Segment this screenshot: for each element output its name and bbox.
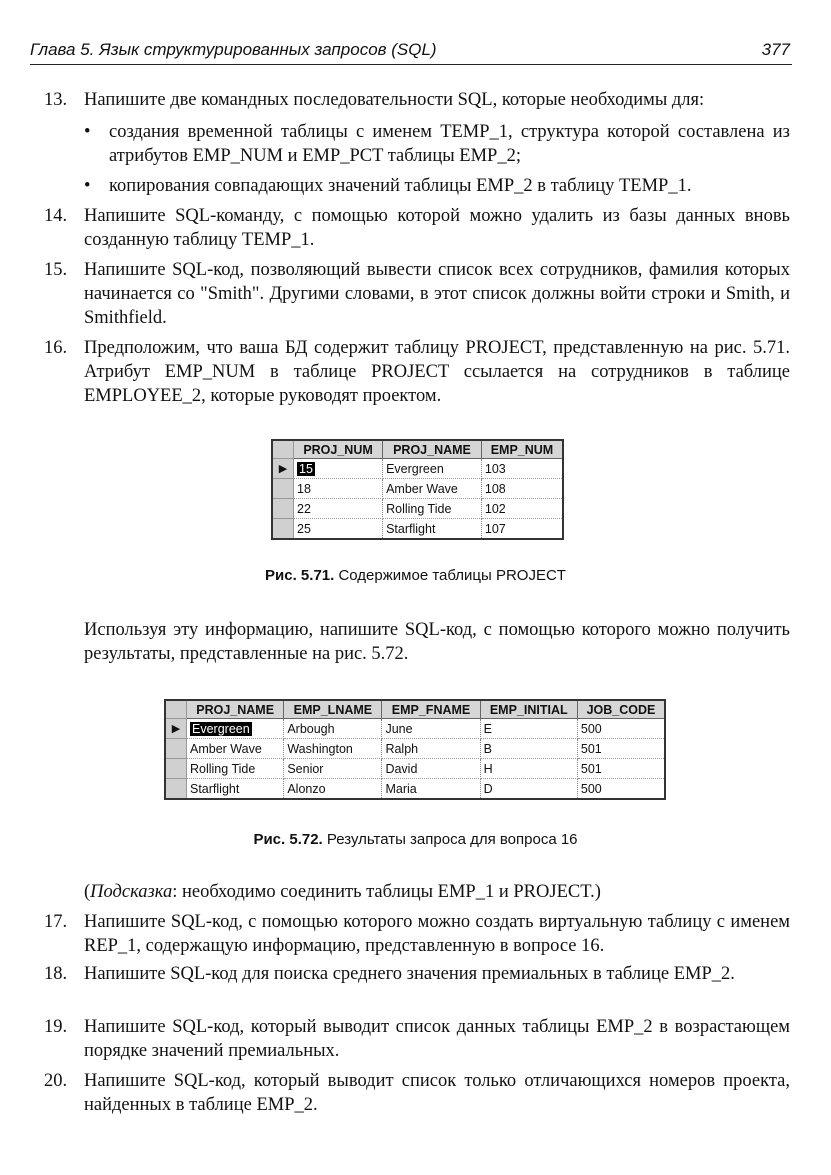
column-header[interactable]: PROJ_NUM bbox=[294, 440, 383, 459]
question-number: 16. bbox=[44, 338, 68, 358]
table-cell[interactable]: 501 bbox=[577, 759, 665, 779]
table-cell[interactable]: 25 bbox=[294, 519, 383, 540]
column-header[interactable]: PROJ_NAME bbox=[187, 700, 284, 719]
row-selector[interactable] bbox=[165, 779, 187, 800]
table-cell[interactable]: 500 bbox=[577, 779, 665, 800]
question-19 bbox=[44, 1015, 790, 1063]
table-cell[interactable]: H bbox=[480, 759, 577, 779]
table-cell[interactable]: Rolling Tide bbox=[383, 499, 482, 519]
active-cell-value: 15 bbox=[299, 461, 313, 476]
table-row[interactable] bbox=[272, 499, 563, 519]
table-cell[interactable]: June bbox=[382, 719, 480, 739]
table-header-row bbox=[272, 440, 563, 459]
hint-paragraph bbox=[84, 880, 790, 904]
table-row[interactable] bbox=[272, 459, 563, 479]
query-results-table bbox=[164, 699, 666, 800]
question-number: 17. bbox=[44, 912, 68, 932]
question-20 bbox=[44, 1069, 790, 1117]
table-cell[interactable]: 500 bbox=[577, 719, 665, 739]
table-cell[interactable]: 103 bbox=[481, 459, 563, 479]
column-header[interactable]: PROJ_NAME bbox=[383, 440, 482, 459]
table-cell[interactable] bbox=[294, 459, 383, 479]
hint-open-paren: ( bbox=[84, 882, 91, 902]
column-header[interactable]: EMP_LNAME bbox=[284, 700, 382, 719]
column-header[interactable]: EMP_NUM bbox=[481, 440, 563, 459]
question-17 bbox=[44, 910, 790, 958]
table-row[interactable] bbox=[165, 759, 665, 779]
row-selector[interactable] bbox=[165, 759, 187, 779]
table-cell[interactable]: Starflight bbox=[187, 779, 284, 800]
table-header-row bbox=[165, 700, 665, 719]
table-cell[interactable]: 102 bbox=[481, 499, 563, 519]
question-number: 18. bbox=[44, 964, 68, 984]
row-selector[interactable] bbox=[272, 499, 294, 519]
page-number: 377 bbox=[761, 40, 790, 59]
question-16 bbox=[44, 336, 790, 408]
figure-number: Рис. 5.72. bbox=[253, 831, 323, 848]
question-text: Напишите SQL-код, с помощью которого можно создать виртуальную таблицу с именем REP_1, содержащую информацию, представленную в вопросе 16. bbox=[84, 912, 790, 956]
question-number: 20. bbox=[44, 1071, 68, 1091]
question-text: Напишите SQL-код, который выводит список данных таблицы EMP_2 в возрастающем порядке значений премиальных. bbox=[84, 1017, 790, 1061]
table-cell[interactable]: B bbox=[480, 739, 577, 759]
table-cell[interactable]: Alonzo bbox=[284, 779, 382, 800]
figure-caption-text: Результаты запроса для вопроса 16 bbox=[322, 831, 578, 848]
question-text: Напишите SQL-команду, с помощью которой можно удалить из базы данных вновь созданную таблицу TEMP_1. bbox=[84, 206, 790, 250]
question-text: Напишите SQL-код, который выводит список только отличающихся номеров проекта, найденных в таблице EMP_2. bbox=[84, 1071, 790, 1115]
table-row[interactable] bbox=[165, 779, 665, 800]
question-13 bbox=[44, 88, 790, 112]
bullet-icon: • bbox=[84, 122, 91, 142]
chapter-title: Глава 5. Язык структурированных запросов (SQL) bbox=[30, 40, 437, 59]
table-cell[interactable]: Washington bbox=[284, 739, 382, 759]
hint-label: Подсказка bbox=[90, 882, 173, 902]
table-cell[interactable]: Rolling Tide bbox=[187, 759, 284, 779]
question-text: Напишите SQL-код для поиска среднего значения премиальных в таблице EMP_2. bbox=[84, 964, 735, 984]
row-selector[interactable] bbox=[165, 739, 187, 759]
column-header[interactable]: JOB_CODE bbox=[577, 700, 665, 719]
figure-caption-text: Содержимое таблицы PROJECT bbox=[334, 567, 566, 584]
table-cell[interactable] bbox=[187, 719, 284, 739]
question-number: 15. bbox=[44, 260, 68, 280]
project-table bbox=[271, 439, 564, 540]
figure-number: Рис. 5.71. bbox=[265, 567, 335, 584]
table-cell[interactable]: 107 bbox=[481, 519, 563, 540]
hint-text: : необходимо соединить таблицы EMP_1 и PROJECT.) bbox=[172, 882, 601, 902]
active-cell-value: Evergreen bbox=[192, 721, 250, 736]
column-header[interactable]: EMP_INITIAL bbox=[480, 700, 577, 719]
table-cell[interactable]: Senior bbox=[284, 759, 382, 779]
question-number: 13. bbox=[44, 90, 68, 110]
table-cell[interactable]: Amber Wave bbox=[187, 739, 284, 759]
row-selector-header bbox=[165, 700, 187, 719]
table-row[interactable] bbox=[272, 479, 563, 499]
figure-caption bbox=[0, 567, 831, 584]
question-18 bbox=[44, 962, 790, 1010]
figure-caption bbox=[0, 831, 831, 848]
table-cell[interactable]: 22 bbox=[294, 499, 383, 519]
table-cell[interactable]: Evergreen bbox=[383, 459, 482, 479]
question-text: Предположим, что ваша БД содержит таблицу PROJECT, представленную на рис. 5.71. Атрибут EMP_NUM в таблице PROJECT ссылается на сотрудников в таблице EMPLOYEE_2, которые руководят проектом. bbox=[84, 338, 790, 406]
row-pointer-icon: ▶ bbox=[165, 719, 187, 739]
row-pointer-icon: ▶ bbox=[272, 459, 294, 479]
bullet-icon: • bbox=[84, 176, 91, 196]
question-14 bbox=[44, 204, 790, 252]
list-item-text: копирования совпадающих значений таблицы EMP_2 в таблицу TEMP_1. bbox=[109, 176, 692, 196]
row-selector[interactable] bbox=[272, 479, 294, 499]
table-cell[interactable]: Maria bbox=[382, 779, 480, 800]
table-row[interactable] bbox=[165, 719, 665, 739]
instruction-paragraph: Используя эту информацию, напишите SQL-код, с помощью которого можно получить результаты, представленные на рис. 5.72. bbox=[84, 620, 790, 664]
table-cell[interactable]: Arbough bbox=[284, 719, 382, 739]
table-cell[interactable]: 108 bbox=[481, 479, 563, 499]
question-15 bbox=[44, 258, 790, 330]
table-cell[interactable]: Starflight bbox=[383, 519, 482, 540]
list-item bbox=[84, 120, 790, 168]
table-row[interactable] bbox=[272, 519, 563, 540]
question-text: Напишите SQL-код, позволяющий вывести список всех сотрудников, фамилия которых начинается со "Smith". Другими словами, в этот список должны войти строки и Smith, и Smithfield. bbox=[84, 260, 790, 328]
question-number: 19. bbox=[44, 1017, 68, 1037]
table-cell[interactable]: 18 bbox=[294, 479, 383, 499]
table-cell[interactable]: Ralph bbox=[382, 739, 480, 759]
row-selector-header bbox=[272, 440, 294, 459]
table-cell[interactable]: 501 bbox=[577, 739, 665, 759]
table-row[interactable] bbox=[165, 739, 665, 759]
question-text: Напишите две командных последовательности SQL, которые необходимы для: bbox=[84, 90, 705, 110]
question-number: 14. bbox=[44, 206, 68, 226]
table-cell[interactable]: Amber Wave bbox=[383, 479, 482, 499]
page-header bbox=[30, 38, 792, 65]
table-cell[interactable]: D bbox=[480, 779, 577, 800]
list-item bbox=[84, 174, 790, 198]
row-selector[interactable] bbox=[272, 519, 294, 540]
list-item-text: создания временной таблицы с именем TEMP_1, структура которой составлена из атрибутов EMP_NUM и EMP_PCT таблицы EMP_2; bbox=[109, 122, 790, 166]
table-cell[interactable]: E bbox=[480, 719, 577, 739]
table-cell[interactable]: David bbox=[382, 759, 480, 779]
column-header[interactable]: EMP_FNAME bbox=[382, 700, 480, 719]
